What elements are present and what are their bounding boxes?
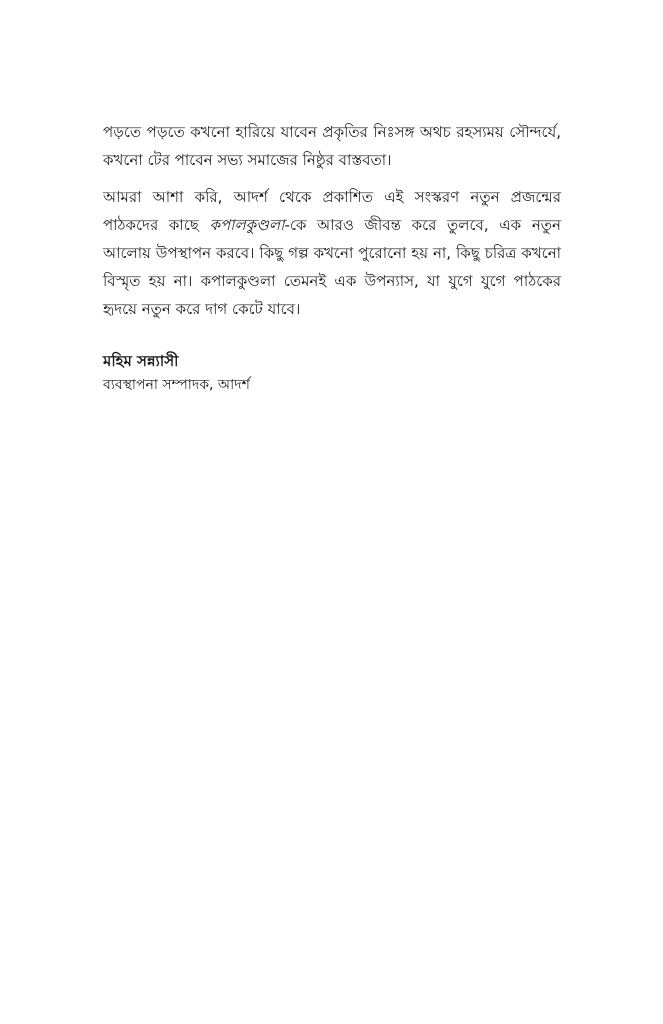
paragraph-1-text: পড়তে পড়তে কখনো হারিয়ে যাবেন প্রকৃতির নিঃসঙ্গ অথচ রহস্যময় সৌন্দর্যে, কখনো টের পাবেন সভ্য সমাজের নিষ্ঠুর বাস্তবতা। xyxy=(103,123,561,169)
paragraph-2-text-after: -কে আরও জীবন্ত করে তুলবে, এক নতুন আলোয় উপস্থাপন করবে। কিছু গল্প কখনো পুরোনো হয় না, কিছু চরিত্র কখনো বিস্মৃত হয় না। কপালকুণ্ডলা তেমনই এক উপন্যাস, যা যুগে যুগে পাঠকের হৃদয়ে নতুন করে দাগ কেটে যাবে। xyxy=(103,216,561,318)
paragraph-2 xyxy=(103,183,561,323)
text-block xyxy=(103,118,561,397)
signature-block xyxy=(103,349,561,397)
paragraph-2-text-before: আমরা আশা করি, আদর্শ থেকে প্রকাশিত এই সংস্করণ নতুন প্রজন্মের পাঠকদের কাছে xyxy=(103,188,561,234)
paragraph-1 xyxy=(103,118,561,174)
book-title-italic: কপালকুণ্ডলা xyxy=(209,216,285,234)
signature-name: মহিম সন্ন্যাসী xyxy=(103,352,179,370)
signature-title: ব্যবস্থাপনা সম্পাদক, আদর্শ xyxy=(103,377,250,393)
